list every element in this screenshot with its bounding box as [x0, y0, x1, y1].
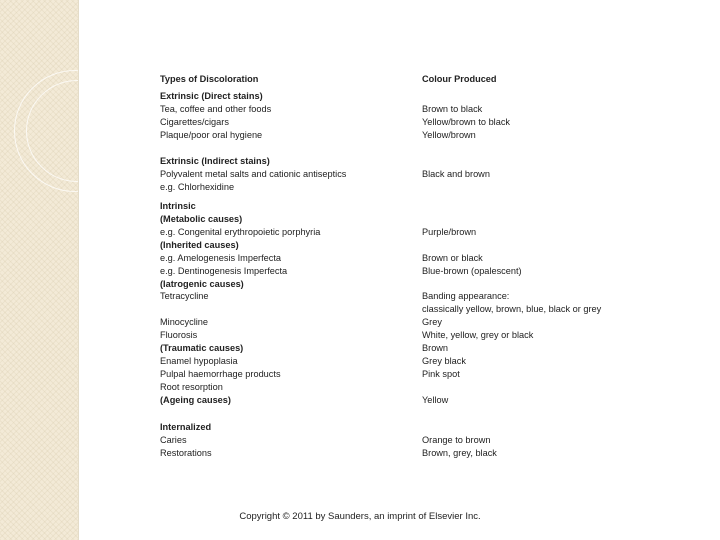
- copyright-footer: Copyright © 2011 by Saunders, an imprint of Elsevier Inc.: [239, 511, 481, 522]
- row-label: Enamel hypoplasia: [160, 356, 238, 366]
- row-colour: Brown to black: [422, 104, 483, 114]
- row-label: Fluorosis: [160, 330, 198, 340]
- row-label: Intrinsic: [160, 201, 196, 211]
- row-label: (Ageing causes): [160, 395, 231, 405]
- row-label: Extrinsic (Direct stains): [160, 91, 263, 101]
- header-colour: Colour Produced: [422, 74, 497, 84]
- row-colour: Blue-brown (opalescent): [422, 266, 522, 276]
- row-label: Tea, coffee and other foods: [160, 104, 272, 114]
- row-label: Plaque/poor oral hygiene: [160, 130, 263, 140]
- row-colour: Pink spot: [422, 369, 460, 379]
- row-colour: Brown: [422, 343, 449, 353]
- row-label: (Metabolic causes): [160, 214, 243, 224]
- header-types: Types of Discoloration: [160, 74, 259, 84]
- row-label: Cigarettes/cigars: [160, 117, 229, 127]
- row-label: (Inherited causes): [160, 240, 239, 250]
- row-label: (Traumatic causes): [160, 343, 244, 353]
- row-colour: White, yellow, grey or black: [422, 330, 534, 340]
- row-label: e.g. Congenital erythropoietic porphyria: [160, 227, 321, 237]
- row-colour: Brown, grey, black: [422, 448, 497, 458]
- row-label: Polyvalent metal salts and cationic antiseptics: [160, 169, 347, 179]
- row-label: (Iatrogenic causes): [160, 279, 244, 289]
- row-label: e.g. Amelogenesis Imperfecta: [160, 253, 282, 263]
- row-colour: Purple/brown: [422, 227, 477, 237]
- row-label: Minocycline: [160, 317, 208, 327]
- row-label: Extrinsic (Indirect stains): [160, 156, 270, 166]
- row-label: Restorations: [160, 448, 212, 458]
- row-colour: Black and brown: [422, 169, 490, 179]
- row-label: Pulpal haemorrhage products: [160, 369, 281, 379]
- row-colour: Grey black: [422, 356, 466, 366]
- row-colour: Banding appearance:: [422, 291, 510, 301]
- row-colour: Yellow: [422, 395, 449, 405]
- row-colour: Brown or black: [422, 253, 483, 263]
- row-label: e.g. Chlorhexidine: [160, 182, 235, 192]
- row-colour: Yellow/brown to black: [422, 117, 511, 127]
- row-colour: Orange to brown: [422, 435, 491, 445]
- row-label: e.g. Dentinogenesis Imperfecta: [160, 266, 288, 276]
- row-colour: classically yellow, brown, blue, black or grey: [422, 304, 602, 314]
- row-label: Caries: [160, 435, 187, 445]
- row-colour: Yellow/brown: [422, 130, 476, 140]
- row-label: Internalized: [160, 422, 212, 432]
- row-label: Root resorption: [160, 382, 223, 392]
- row-colour: Grey: [422, 317, 442, 327]
- row-label: Tetracycline: [160, 291, 209, 301]
